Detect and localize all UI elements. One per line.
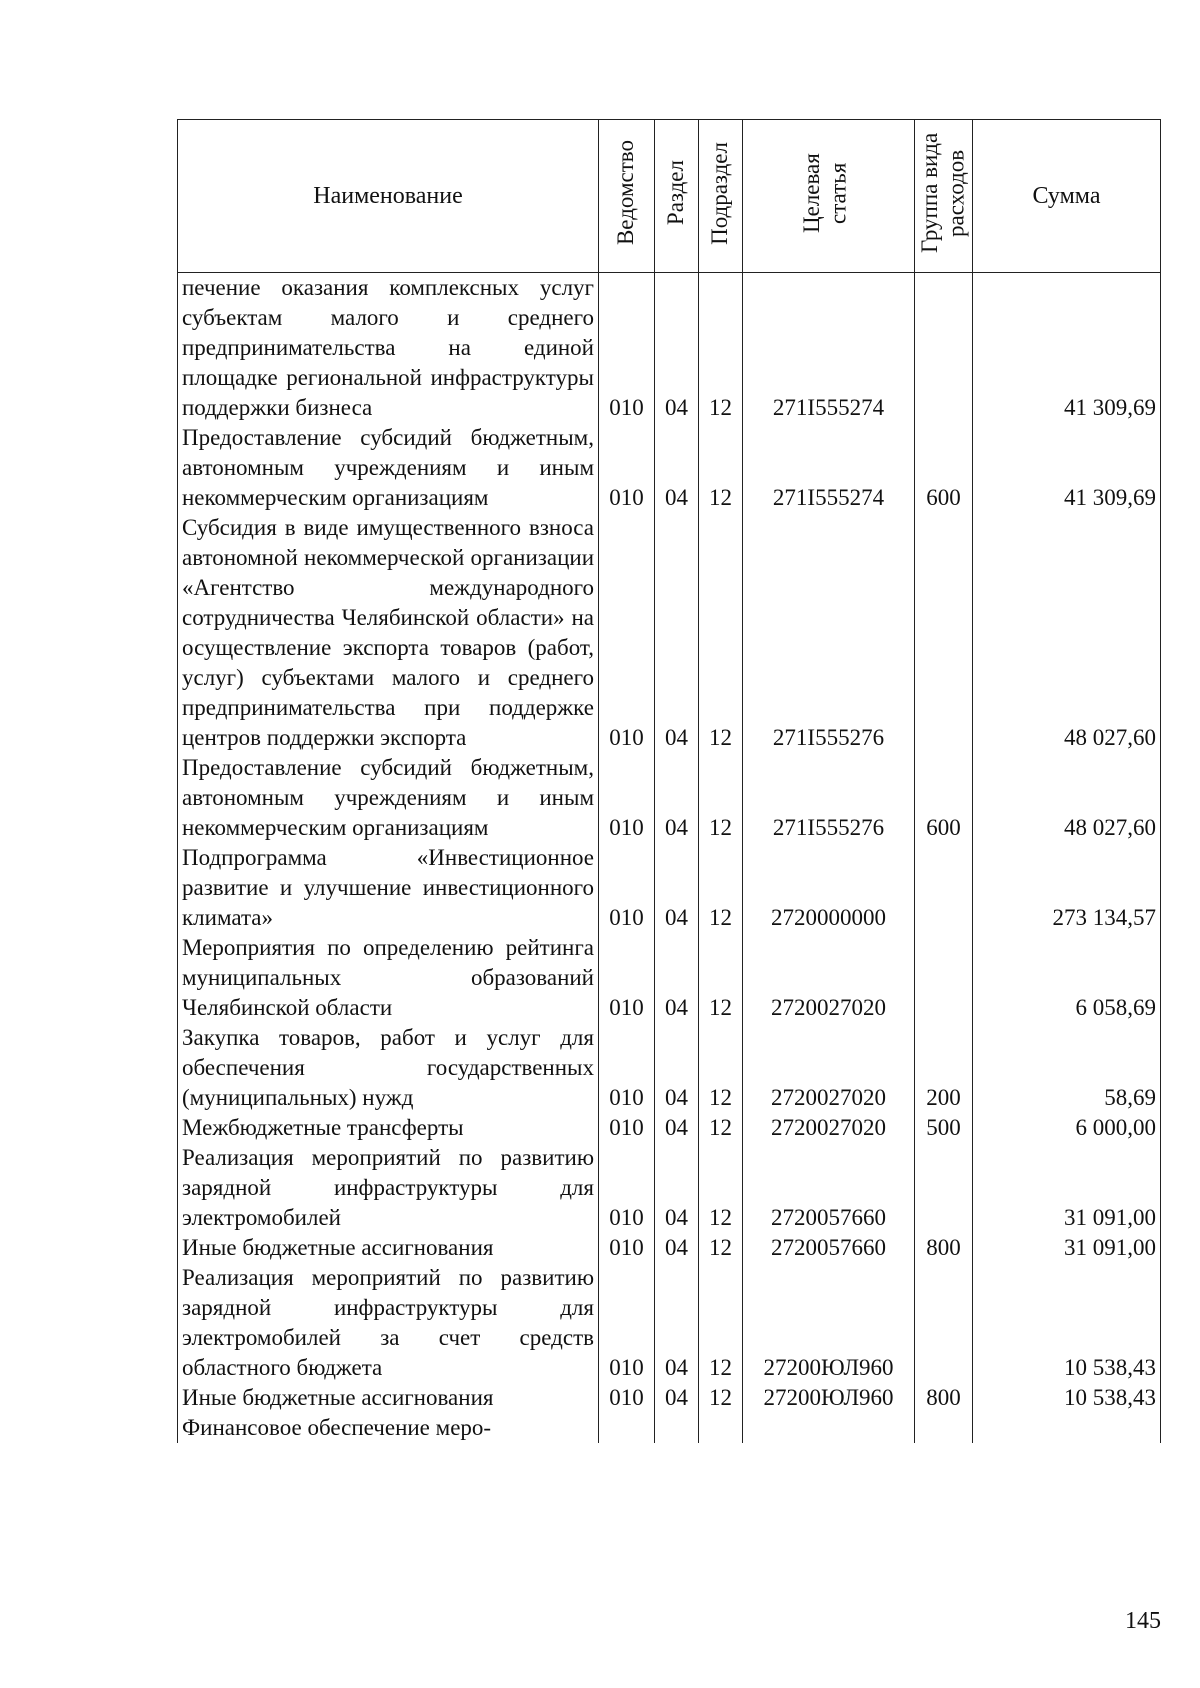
budget-table	[177, 119, 1161, 1443]
table-row	[178, 1143, 1161, 1233]
row-section: 04	[655, 1113, 699, 1143]
row-amount: 48 027,60	[973, 513, 1161, 753]
row-expense-group	[915, 1143, 973, 1233]
row-target-item: 2720057660	[743, 1143, 915, 1233]
row-section: 04	[655, 933, 699, 1023]
row-subsection: 12	[699, 1383, 743, 1413]
row-subsection: 12	[699, 1113, 743, 1143]
row-name: Подпрограмма «Инвестиционное развитие и улучшение инвестиционного климата»	[178, 843, 599, 933]
row-section: 04	[655, 513, 699, 753]
row-section	[655, 1413, 699, 1443]
row-name: Иные бюджетные ассигнования	[178, 1233, 599, 1263]
table-row	[178, 753, 1161, 843]
row-expense-group: 200	[915, 1023, 973, 1113]
row-section: 04	[655, 1143, 699, 1233]
row-expense-group	[915, 1263, 973, 1383]
row-section: 04	[655, 753, 699, 843]
table-row	[178, 423, 1161, 513]
row-subsection: 12	[699, 1263, 743, 1383]
row-target-item: 27200ЮЛ960	[743, 1383, 915, 1413]
row-department: 010	[599, 1263, 655, 1383]
row-section: 04	[655, 423, 699, 513]
row-target-item: 2720027020	[743, 1023, 915, 1113]
table-row	[178, 843, 1161, 933]
row-department: 010	[599, 273, 655, 424]
row-name: Субсидия в виде имущественного взноса автономной некоммерческой организации «Агентство международного сотрудничества Челябинской области» на осуществление экспорта товаров (работ, услуг) субъектами малого и среднего предпринимательства при поддержке центров поддержки экспорта	[178, 513, 599, 753]
row-target-item: 2720027020	[743, 933, 915, 1023]
row-name: Предоставление субсидий бюджетным, автономным учреждениям и иным некоммерческим организациям	[178, 423, 599, 513]
row-target-item: 271I555276	[743, 513, 915, 753]
row-name: Предоставление субсидий бюджетным, автономным учреждениям и иным некоммерческим организациям	[178, 753, 599, 843]
row-expense-group	[915, 933, 973, 1023]
row-section: 04	[655, 273, 699, 424]
row-department: 010	[599, 513, 655, 753]
header-section: Раздел	[655, 120, 699, 273]
row-section: 04	[655, 1023, 699, 1113]
row-amount: 48 027,60	[973, 753, 1161, 843]
row-subsection: 12	[699, 1023, 743, 1113]
row-expense-group	[915, 843, 973, 933]
row-amount: 31 091,00	[973, 1233, 1161, 1263]
row-target-item: 2720027020	[743, 1113, 915, 1143]
row-section: 04	[655, 1263, 699, 1383]
row-department: 010	[599, 1143, 655, 1233]
row-department: 010	[599, 1383, 655, 1413]
row-target-item: 2720000000	[743, 843, 915, 933]
row-name: Закупка товаров, работ и услуг для обеспечения государственных (муниципальных) нужд	[178, 1023, 599, 1113]
table-row	[178, 513, 1161, 753]
row-expense-group: 500	[915, 1113, 973, 1143]
row-name: Иные бюджетные ассигнования	[178, 1383, 599, 1413]
row-target-item: 2720057660	[743, 1233, 915, 1263]
row-expense-group: 800	[915, 1383, 973, 1413]
row-department: 010	[599, 1113, 655, 1143]
table-row	[178, 1023, 1161, 1113]
header-target-item: Целевая статья	[743, 120, 915, 273]
row-amount: 10 538,43	[973, 1383, 1161, 1413]
row-expense-group	[915, 1413, 973, 1443]
row-department: 010	[599, 753, 655, 843]
row-subsection: 12	[699, 423, 743, 513]
row-amount: 31 091,00	[973, 1143, 1161, 1233]
row-target-item: 271I555274	[743, 423, 915, 513]
row-amount: 6 000,00	[973, 1113, 1161, 1143]
row-amount: 10 538,43	[973, 1263, 1161, 1383]
row-target-item: 271I555274	[743, 273, 915, 424]
row-subsection: 12	[699, 273, 743, 424]
row-section: 04	[655, 1233, 699, 1263]
table-row	[178, 273, 1161, 424]
table-row	[178, 933, 1161, 1023]
row-subsection: 12	[699, 1143, 743, 1233]
header-department: Ведомство	[599, 120, 655, 273]
table-row	[178, 1383, 1161, 1413]
row-expense-group	[915, 273, 973, 424]
row-target-item: 271I555276	[743, 753, 915, 843]
row-target-item: 27200ЮЛ960	[743, 1263, 915, 1383]
row-expense-group: 600	[915, 753, 973, 843]
row-department: 010	[599, 933, 655, 1023]
row-target-item	[743, 1413, 915, 1443]
row-section: 04	[655, 843, 699, 933]
page-number: 145	[1125, 1608, 1161, 1634]
table-row	[178, 1233, 1161, 1263]
row-name: Межбюджетные трансферты	[178, 1113, 599, 1143]
table-header-row	[178, 120, 1161, 273]
table-row	[178, 1263, 1161, 1383]
row-department	[599, 1413, 655, 1443]
row-amount	[973, 1413, 1161, 1443]
row-subsection	[699, 1413, 743, 1443]
row-amount: 41 309,69	[973, 423, 1161, 513]
row-subsection: 12	[699, 1233, 743, 1263]
row-amount: 58,69	[973, 1023, 1161, 1113]
row-expense-group: 800	[915, 1233, 973, 1263]
row-department: 010	[599, 1233, 655, 1263]
row-subsection: 12	[699, 753, 743, 843]
table-row	[178, 1113, 1161, 1143]
row-department: 010	[599, 423, 655, 513]
row-department: 010	[599, 1023, 655, 1113]
header-subsection: Подраздел	[699, 120, 743, 273]
row-subsection: 12	[699, 933, 743, 1023]
row-amount: 273 134,57	[973, 843, 1161, 933]
row-name: Мероприятия по определению рейтинга муниципальных образований Челябинской области	[178, 933, 599, 1023]
row-name: Реализация мероприятий по развитию зарядной инфраструктуры для электромобилей	[178, 1143, 599, 1233]
row-name: печение оказания комплексных услуг субъектам малого и среднего предпринимательства на единой площадке региональной инфраструктуры поддержки бизнеса	[178, 273, 599, 424]
row-subsection: 12	[699, 843, 743, 933]
row-section: 04	[655, 1383, 699, 1413]
row-name: Финансовое обеспечение меро-	[178, 1413, 599, 1443]
row-amount: 6 058,69	[973, 933, 1161, 1023]
row-name: Реализация мероприятий по развитию зарядной инфраструктуры для электромобилей за счет средств областного бюджета	[178, 1263, 599, 1383]
row-department: 010	[599, 843, 655, 933]
table-row	[178, 1413, 1161, 1443]
row-expense-group	[915, 513, 973, 753]
header-expense-group: Группа вида расходов	[915, 120, 973, 273]
row-expense-group: 600	[915, 423, 973, 513]
row-subsection: 12	[699, 513, 743, 753]
row-amount: 41 309,69	[973, 273, 1161, 424]
header-amount: Сумма	[973, 120, 1161, 273]
header-name: Наименование	[178, 120, 599, 273]
